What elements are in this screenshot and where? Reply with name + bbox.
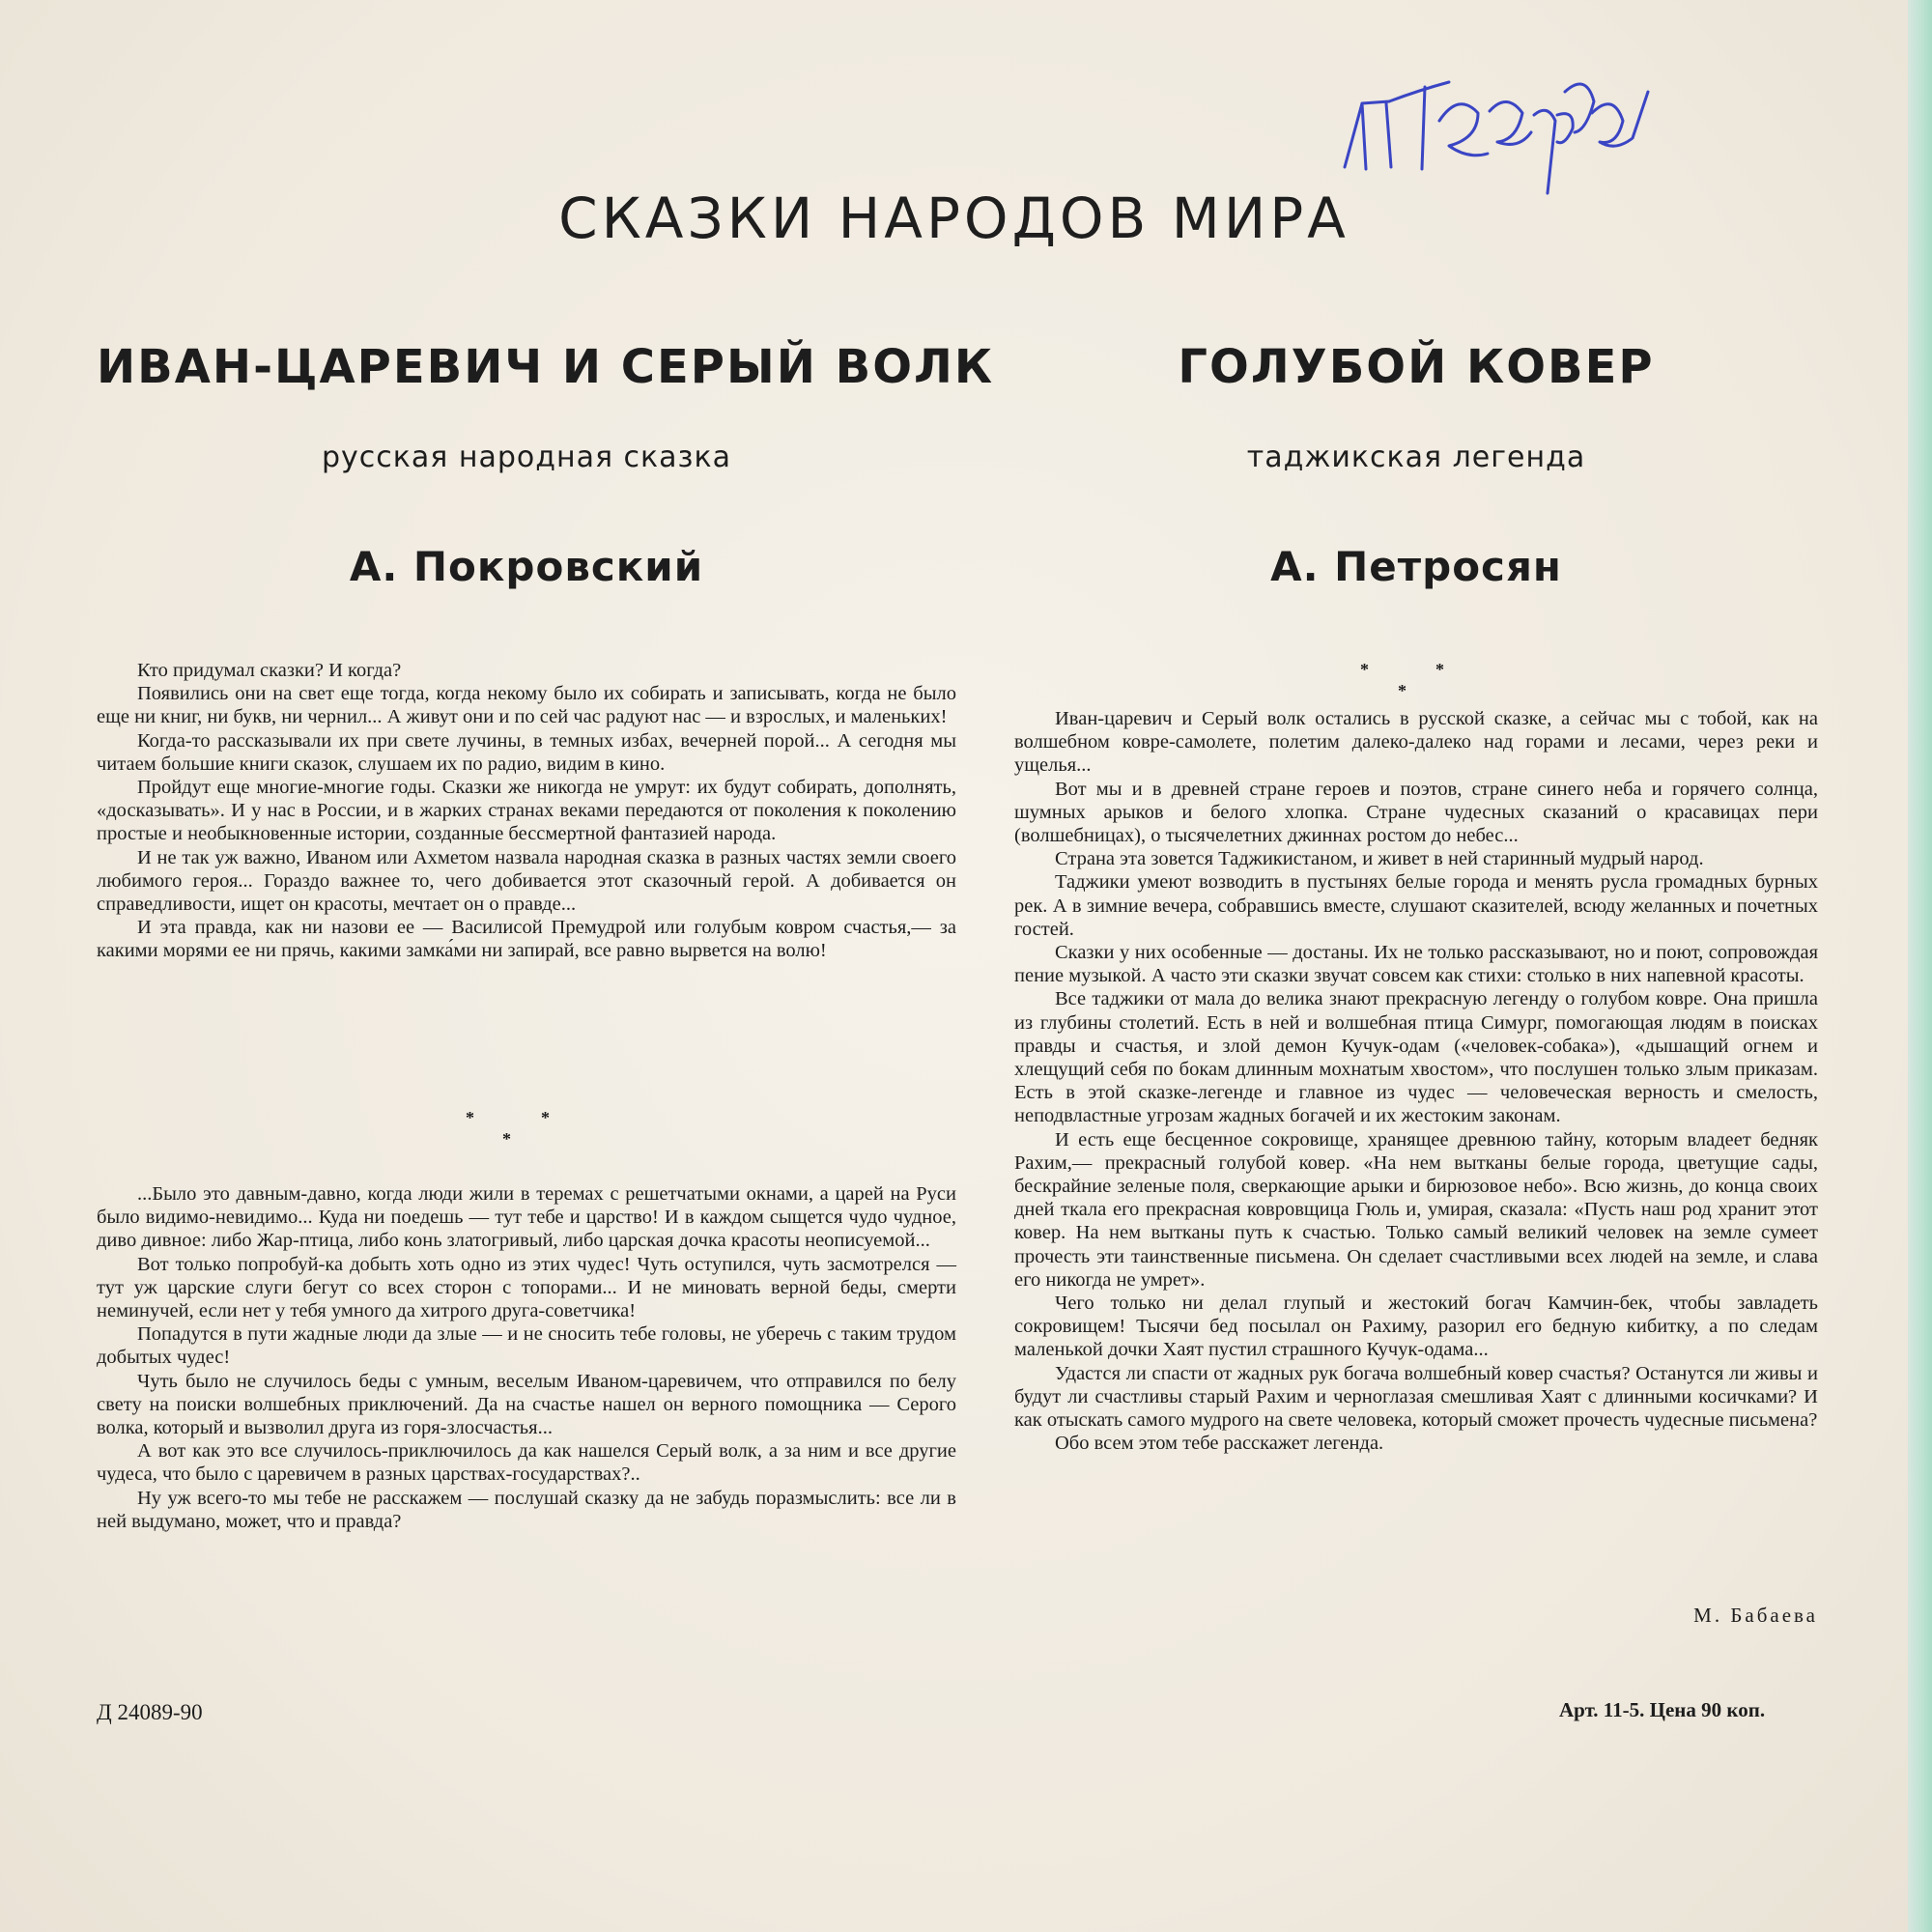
paragraph: Появились они на свет еще тогда, когда некому было их собирать и записывать, когда не было еще ни книг, ни букв, ни чернил... А живут они и по сей час радуют нас — и взрослых, и маленьких!	[97, 683, 956, 728]
paragraph: Страна эта зовется Таджикистаном, и живет в ней старинный мудрый народ.	[1055, 848, 1704, 870]
paragraph: А вот как это все случилось-приключилось да как нашелся Серый волк, а за ним и все другие чудеса, что было с царевичем в разных царствах-государствах?..	[97, 1440, 956, 1486]
price-line: Арт. 11-5. Цена 90 коп.	[1559, 1698, 1766, 1721]
paragraph: Все таджики от мала до велика знают прекрасную легенду о голубом ковре. Она пришла из глубины столетий. Есть в ней и волшебная птица Симург, помогающая людям в поисках правды и счастья, и злой демон Кучук-одам («человек-собака»), «дышащий огнем и хлещущий себя по бокам длинным мохнатым хвостом», что послушен только злым приказам. Есть в этой сказке-легенде и главное из чудес — человеческая верность и смелость, неподвластные угрозам жадных богачей и их жестоким законам.	[1014, 988, 1818, 1127]
text-signature: М. Бабаева	[1693, 1604, 1818, 1627]
left-story-text	[97, 1182, 956, 1533]
section-divider-stars	[97, 1109, 956, 1157]
star-ornament: *	[502, 1129, 511, 1149]
catalog-number: Д 24089-90	[97, 1700, 203, 1724]
paragraph: Сказки у них особенные — достаны. Их не только рассказывают, но и поют, сопровождая пение музыкой. А часто эти сказки звучат совсем как стихи: столько в них напевной красоты.	[1014, 942, 1818, 987]
star-ornament: *	[1435, 660, 1444, 679]
paragraph: Ну уж всего-то мы тебе не расскажем — послушай сказку да не забудь поразмыслить: все ли в ней выдумано, может, что и правда?	[97, 1487, 956, 1532]
left-story-title: ИВАН-ЦАРЕВИЧ И СЕРЫЙ ВОЛК	[97, 340, 995, 394]
paragraph: Удастся ли спасти от жадных рук богача волшебный ковер счастья? Останутся ли живы и будут ли счастливы старый Рахим и черноглазая смешливая Хаят с длинными косичками? И как отыскать самого мудрого на свете человека, который сможет прочесть чудесные письмена?	[1014, 1362, 1818, 1432]
star-ornament: *	[1398, 681, 1406, 700]
paragraph: Чего только ни делал глупый и жестокий богач Камчин-бек, чтобы завладеть сокровищем! Тысячи бед посылал он Рахиму, разорил его бедную кибитку, а по следам маленькой дочки Хаят пустил страшного Кучук-одама...	[1014, 1293, 1818, 1361]
paragraph: И эта правда, как ни назови ее — Василисой Премудрой или голубым ковром счастья,— за какими морями ее ни прячь, какими замка́ми ни запирай, все равно вырвется на волю!	[97, 917, 956, 962]
paragraph: Попадутся в пути жадные люди да злые — и не сносить тебе головы, не уберечь с таким трудом добытых чудес!	[97, 1323, 956, 1369]
paragraph: Таджики умеют возводить в пустынях белые города и менять русла громадных бурных рек. А в зимние вечера, собравшись вместе, слушают сказителей, всюду желанных и почетных гостей.	[1014, 871, 1818, 940]
sleeve-edge	[1908, 0, 1932, 1932]
section-divider-stars	[1014, 661, 1818, 709]
left-intro-text	[97, 659, 956, 963]
star-ornament: *	[541, 1108, 550, 1127]
star-ornament: *	[466, 1108, 474, 1127]
paragraph: Вот мы и в древней стране героев и поэтов, стране синего неба и горячего солнца, шумных арыков и белого хлопка. Стране чудесных сказаний о красавицах пери (волшебницах), о тысячелетних джиннах ростом до небес...	[1014, 778, 1818, 847]
paragraph: Чуть было не случилось беды с умным, веселым Иваном-царевичем, что отправился по белу свету на поиски волшебных приключений. Да на счастье нашел он верного помощника — Серого волка, который и вызволил друга из горя-злосчастья...	[97, 1370, 956, 1439]
paragraph: Пройдут еще многие-многие годы. Сказки же никогда не умрут: их будут собирать, дополнять, «досказывать». И у нас в России, и в жарких странах веками передаются от поколения к поколению простые и необыкновенные истории, созданные бессмертной фантазией народа.	[97, 777, 956, 845]
left-subtitle: русская народная сказка	[321, 440, 732, 474]
paragraph: И есть еще бесценное сокровище, хранящее древнюю тайну, которым владеет бедняк Рахим,— прекрасный голубой ковер. «На нем вытканы белые города, цветущие сады, бескрайние зеленые поля, сверкающие арыки и бирюзовое небо». Всю жизнь, до конца своих дней ткала его прекрасная ковровщица Гюль и, умирая, сказала: «Пусть наш род хранит этот ковер. На нем вытканы путь к счастью. Только самый великий человек на земле сумеет прочесть эти таинственные письмена. Он сделает счастливыми всех людей на земле, и слава его никогда не умрет».	[1014, 1128, 1818, 1291]
paragraph: Кто придумал сказки? И когда?	[137, 660, 402, 681]
series-title: СКАЗКИ НАРОДОВ МИРА	[558, 185, 1350, 251]
paragraph: Когда-то рассказывали их при свете лучины, в темных избах, вечерней порой... А сегодня мы читаем большие книги сказок, слушаем их по радио, видим в кино.	[97, 729, 956, 775]
paragraph: ...Было это давным-давно, когда люди жили в теремах с решетчатыми окнами, а царей на Руси было видимо-невидимо... Куда ни поедешь — тут тебе и царство! И в каждом сыщется чудо чудное, диво дивное: либо Жар-птица, либо конь златогривый, либо царская дочка красоты неописуемой...	[97, 1183, 956, 1252]
star-ornament: *	[1360, 660, 1369, 679]
paragraph: Обо всем этом тебе расскажет легенда.	[1055, 1433, 1384, 1455]
paragraph: Вот только попробуй-ка добыть хоть одно из этих чудес! Чуть оступился, чуть засмотрелся — тут уж царские слуги бегут со всех сторон с топорами... И не миновать верной беды, смерти неминучей, если нет у тебя умного да хитрого друга-советчика!	[97, 1253, 956, 1322]
right-subtitle: таджикская легенда	[1246, 440, 1586, 474]
left-author: А. Покровский	[349, 543, 704, 590]
paragraph: И не так уж важно, Иваном или Ахметом назвала народная сказка в разных частях земли своего любимого героя... Гораздо важнее то, чего добивается этот сказочный герой. А добивается он справедливости, ищет он красоты, мечтает он о правде...	[97, 846, 956, 916]
handwritten-signature	[1333, 53, 1662, 198]
paragraph: Иван-царевич и Серый волк остались в русской сказке, а сейчас мы с тобой, как на волшебном ковре-самолете, полетим далеко-далеко над горами и лесами, через реки и ущелья...	[1014, 708, 1818, 777]
right-story-title: ГОЛУБОЙ КОВЕР	[1178, 340, 1655, 394]
right-author: А. Петросян	[1270, 543, 1562, 590]
right-story-text	[1014, 707, 1818, 1456]
